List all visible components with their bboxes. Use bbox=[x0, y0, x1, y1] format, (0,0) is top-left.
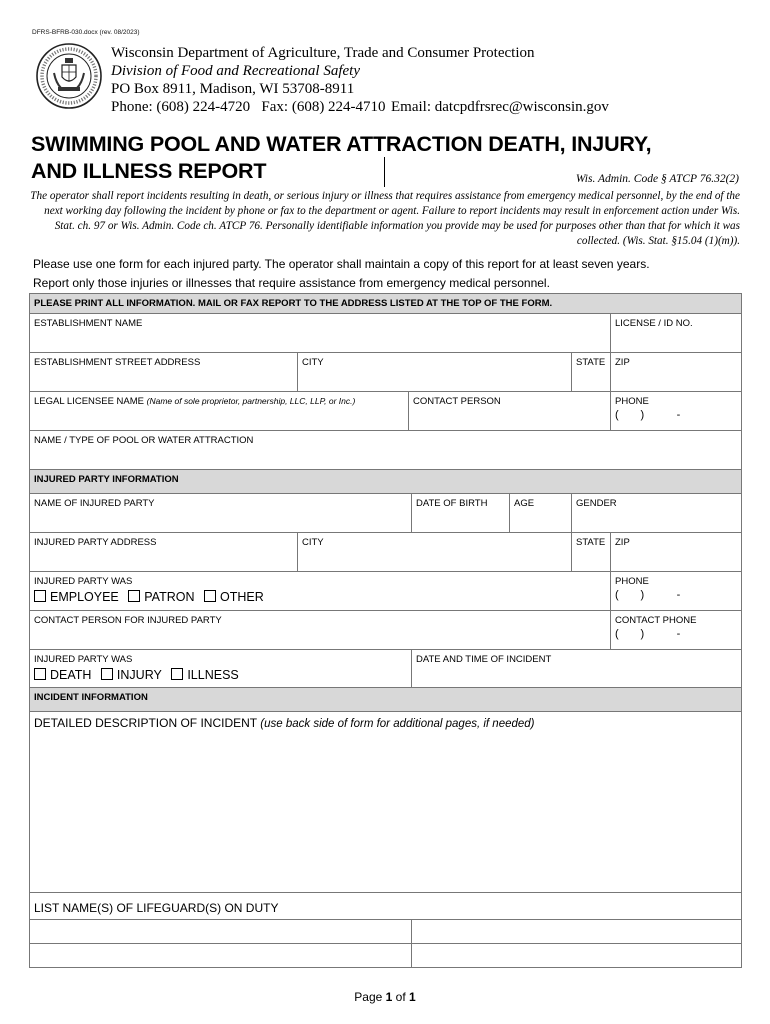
city-label: CITY bbox=[302, 357, 324, 368]
age-label: AGE bbox=[514, 498, 535, 509]
title-divider bbox=[384, 157, 385, 187]
description-field[interactable] bbox=[30, 712, 742, 893]
phone-field[interactable] bbox=[611, 392, 742, 431]
contact-for-injured-field[interactable] bbox=[30, 611, 611, 650]
footer-page: 1 bbox=[385, 990, 393, 1004]
injured-zip-label: ZIP bbox=[615, 537, 630, 548]
injured-phone-label: PHONE bbox=[615, 576, 649, 587]
age-field[interactable] bbox=[510, 494, 572, 533]
phone-placeholder: ( ) - bbox=[615, 409, 681, 421]
instruction-line-2: Report only those injuries or illnesses that require assistance from emergency medical personnel. bbox=[33, 276, 550, 290]
lifeguard-name-3[interactable] bbox=[30, 944, 412, 968]
pool-type-label: NAME / TYPE OF POOL OR WATER ATTRACTION bbox=[34, 435, 254, 446]
injured-state-field[interactable] bbox=[572, 533, 611, 572]
agency-email: Email: datcpdfrsrec@wisconsin.gov bbox=[391, 99, 609, 115]
injured-address-field[interactable] bbox=[30, 533, 298, 572]
state-label: STATE bbox=[576, 357, 606, 368]
contact-person-label: CONTACT PERSON bbox=[413, 396, 501, 407]
title-line-1: SWIMMING POOL AND WATER ATTRACTION DEATH, INJURY, bbox=[31, 132, 652, 156]
intro-paragraph: The operator shall report incidents resulting in death, or serious injury or illness that requires assistance from emergency medical personnel, by the end of the next working day following the incident by phone or fax to the department or agent. Failure to report incidents may result in enforcement action under Wis. Stat. ch. 97 or Wis. Admin. Code ch. ATCP 76. Personally identifiable information you provide may be used for purposes other than that for which it was collected. (Wis. Stat. §15.04 (1)(m)). bbox=[30, 190, 740, 247]
agency-division: Division of Food and Recreational Safety bbox=[111, 63, 360, 79]
injured-name-field[interactable] bbox=[30, 494, 412, 533]
outcome-checkboxes bbox=[34, 668, 407, 682]
street-address-field[interactable] bbox=[30, 353, 298, 392]
injured-city-field[interactable] bbox=[298, 533, 572, 572]
dob-field[interactable] bbox=[412, 494, 510, 533]
lifeguard-name-1[interactable] bbox=[30, 920, 412, 944]
lifeguards-label: LIST NAME(S) OF LIFEGUARD(S) ON DUTY bbox=[34, 901, 279, 915]
footer-prefix: Page bbox=[354, 990, 383, 1004]
establishment-name-field[interactable] bbox=[30, 314, 611, 353]
agency-name: Wisconsin Department of Agriculture, Trade and Consumer Protection bbox=[111, 45, 535, 61]
role-checkboxes bbox=[34, 590, 606, 604]
footer-total: 1 bbox=[409, 990, 416, 1004]
admin-code: Wis. Admin. Code § ATCP 76.32(2) bbox=[575, 173, 739, 185]
form-id: DFRS-BFRB-030.docx (rev. 08/2023) bbox=[32, 29, 140, 36]
injured-phone-placeholder: ( ) - bbox=[615, 589, 681, 601]
patron-checkbox[interactable] bbox=[128, 590, 140, 602]
other-option-label: OTHER bbox=[219, 590, 264, 604]
establishment-name-label: ESTABLISHMENT NAME bbox=[34, 318, 143, 329]
injured-address-label: INJURED PARTY ADDRESS bbox=[34, 537, 157, 548]
injured-role-label: INJURED PARTY WAS bbox=[34, 576, 133, 587]
other-checkbox[interactable] bbox=[204, 590, 216, 602]
city-field[interactable] bbox=[298, 353, 572, 392]
injury-checkbox[interactable] bbox=[101, 668, 113, 680]
injured-party-header: INJURED PARTY INFORMATION bbox=[30, 470, 742, 494]
incident-info-header: INCIDENT INFORMATION bbox=[30, 688, 742, 712]
injured-phone-field[interactable] bbox=[611, 572, 742, 611]
instruction-line-1: Please use one form for each injured party. The operator shall maintain a copy of this report for at least seven years. bbox=[33, 257, 650, 271]
zip-label: ZIP bbox=[615, 357, 630, 368]
lifeguards-header bbox=[30, 893, 742, 920]
gender-field[interactable] bbox=[572, 494, 742, 533]
contact-phone-placeholder: ( ) - bbox=[615, 628, 681, 640]
state-seal-icon bbox=[36, 43, 102, 109]
patron-option-label: PATRON bbox=[144, 590, 195, 604]
agency-phone-fax: Phone: (608) 224-4720 Fax: (608) 224-4710 bbox=[111, 99, 386, 115]
street-address-label: ESTABLISHMENT STREET ADDRESS bbox=[34, 357, 201, 368]
injured-city-label: CITY bbox=[302, 537, 324, 548]
injured-name-label: NAME OF INJURED PARTY bbox=[34, 498, 155, 509]
death-option-label: DEATH bbox=[50, 668, 92, 682]
injured-role-field bbox=[30, 572, 611, 611]
illness-checkbox[interactable] bbox=[171, 668, 183, 680]
gender-label: GENDER bbox=[576, 498, 617, 509]
title-line-2: AND ILLNESS REPORT bbox=[31, 159, 267, 183]
description-note: (use back side of form for additional pages, if needed) bbox=[260, 718, 535, 730]
injured-zip-field[interactable] bbox=[611, 533, 742, 572]
lifeguard-name-2[interactable] bbox=[412, 920, 742, 944]
injured-state-label: STATE bbox=[576, 537, 606, 548]
incident-datetime-field[interactable] bbox=[412, 650, 742, 688]
license-id-field[interactable] bbox=[611, 314, 742, 353]
dob-label: DATE OF BIRTH bbox=[416, 498, 488, 509]
legal-licensee-field[interactable] bbox=[30, 392, 409, 431]
contact-phone-label: CONTACT PHONE bbox=[615, 615, 697, 626]
print-header: PLEASE PRINT ALL INFORMATION. MAIL OR FAX REPORT TO THE ADDRESS LISTED AT THE TOP OF THE FORM. bbox=[30, 294, 742, 314]
employee-checkbox[interactable] bbox=[34, 590, 46, 602]
description-label: DETAILED DESCRIPTION OF INCIDENT (use back side of form for additional pages, if needed) bbox=[34, 716, 535, 730]
contact-phone-field[interactable] bbox=[611, 611, 742, 650]
phone-label: PHONE bbox=[615, 396, 649, 407]
report-form bbox=[29, 293, 742, 968]
injury-outcome-field bbox=[30, 650, 412, 688]
illness-option-label: ILLNESS bbox=[187, 668, 239, 682]
legal-licensee-note: (Name of sole proprietor, partnership, LLC, LLP, or Inc.) bbox=[146, 396, 356, 406]
state-field[interactable] bbox=[572, 353, 611, 392]
death-checkbox[interactable] bbox=[34, 668, 46, 680]
footer-of: of bbox=[395, 990, 406, 1004]
zip-field[interactable] bbox=[611, 353, 742, 392]
contact-for-injured-label: CONTACT PERSON FOR INJURED PARTY bbox=[34, 615, 222, 626]
legal-licensee-label: LEGAL LICENSEE NAME (Name of sole proprietor, partnership, LLC, LLP, or Inc.) bbox=[34, 396, 356, 407]
employee-option-label: EMPLOYEE bbox=[50, 590, 119, 604]
agency-header bbox=[111, 44, 609, 116]
injury-option-label: INJURY bbox=[116, 668, 162, 682]
contact-person-field[interactable] bbox=[409, 392, 611, 431]
agency-address: PO Box 8911, Madison, WI 53708-8911 bbox=[111, 81, 355, 97]
page-title bbox=[31, 131, 651, 185]
incident-datetime-label: DATE AND TIME OF INCIDENT bbox=[416, 654, 552, 665]
page-footer bbox=[0, 990, 770, 1004]
lifeguard-name-4[interactable] bbox=[412, 944, 742, 968]
injury-outcome-label: INJURED PARTY WAS bbox=[34, 654, 133, 665]
pool-type-field[interactable] bbox=[30, 431, 742, 470]
license-id-label: LICENSE / ID NO. bbox=[615, 318, 693, 329]
